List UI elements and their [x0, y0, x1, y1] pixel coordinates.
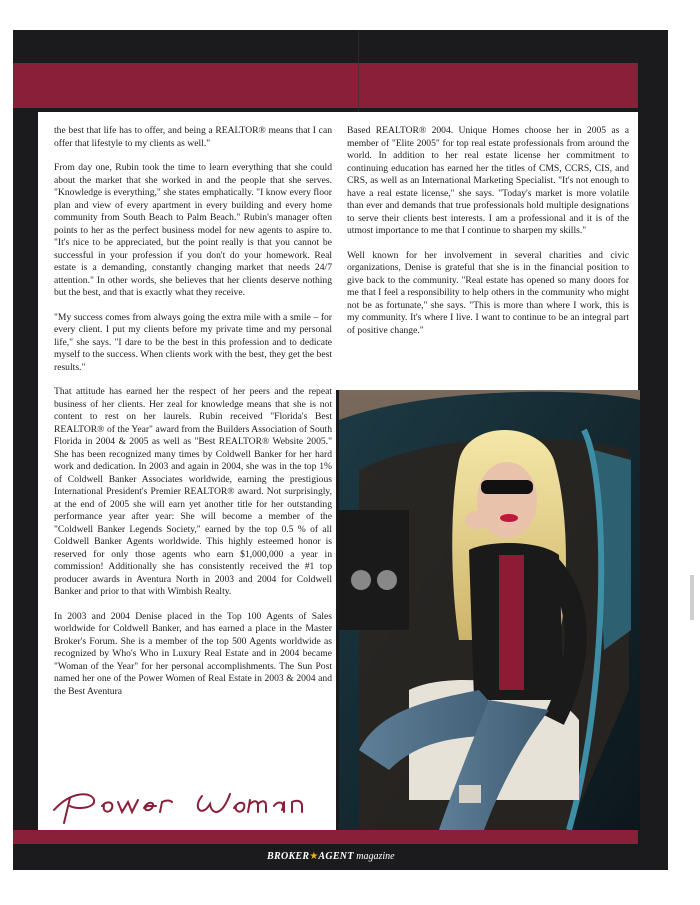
logo-suffix: magazine [356, 851, 395, 862]
boot [459, 785, 481, 803]
right-article-column [347, 125, 629, 349]
article-paragraph: Well known for her involvement in several charities and civic organizations, Denise is grateful that she is in the financial position to give back to the community. "Real estate has opened so many doors for me that I feel a responsibility to help others in the community who might not be as fortunate," she says. "This is more than where I work, this is my community. It's where I live. I want to continue to be an integral part of positive change." [347, 249, 629, 336]
lips [500, 514, 518, 522]
hand [465, 511, 489, 529]
top-accent-stripe [13, 63, 638, 108]
star-icon: ★ [309, 851, 319, 862]
article-paragraph: From day one, Rubin took the time to learn everything that she could about the market that she worked in and the people that she serves. "Knowledge is everything," she states emphatically. "I know every floor plan and view of every apartment in every building and every home community from South Beach to Palm Beach." Rubin's manager often points to her as the perfect business model for new agents to aspire to. "It's nice to be appreciated, but the point really is that you cannot be successful in your profession if you don't do your homework. Real estate is a demanding, constantly changing market that needs 24/7 attention." In other words, she believes that her clients deserve nothing but the best, and that is exactly what they receive. [54, 162, 332, 298]
dashboard [339, 510, 409, 630]
bottom-accent-stripe [13, 830, 638, 844]
scan-artifact [690, 575, 694, 620]
article-paragraph: That attitude has earned her the respect of her peers and the repeat business of her clients. Her zeal for knowledge means that she is not content to rest on her laurels. Rubin received "Florida's Best REALTOR® of the Year" award from the Builders Association of South Florida in 2004 & 2005 as well as "Best REALTOR® Website 2005." She has been recognized many times by Coldwell Banker for her hard work and dedication. In 2003 and again in 2004, she was in the top 1% of Coldwell Banker Associates worldwide, earning the prestigious International President's Premier REALTOR® award. Not surprisingly, at the end of 2005 she will earn yet another title for her outstanding performance year after year: She will become a member of the "Coldwell Banker Legends Society," earned by the top 0.5 % of all Coldwell Banker Agents worldwide. This highly esteemed honor is reserved for only those agents who earn $1,000,000 a year in commission! Additionally she has consistently received the #1 top producer awards in Aventura North in 2003 and 2004 for Coldwell Banker and prior to that with Wimbish Realty. [54, 386, 332, 597]
article-paragraph: In 2003 and 2004 Denise placed in the Top 100 Agents of Sales worldwide for Coldwell Banker, and has earned a place in the Master Broker's Forum. She is a member of the top 500 Agents worldwide as recognized by Who's Who in Luxury Real Estate and in 2004 became "Woman of the Year" for her personal accomplishments. The Sun Post named her one of the Power Women of Real Estate in 2003 & 2004 and the Best Aventura [54, 610, 332, 697]
dashboard-gauge [351, 570, 371, 590]
logo-agent: AGENT [318, 851, 354, 862]
article-paragraph: the best that life has to offer, and being a REALTOR® means that I can offer that lifestyle to my clients as well." [54, 125, 332, 149]
magazine-logo [267, 844, 527, 870]
article-paragraph: "My success comes from always going the extra mile with a smile – for every client. I put my clients before my private time and my personal life," she says. "I dare to be the best in this profession and to dedicate myself to the success. When clients work with the best, they get the best results." [54, 311, 332, 373]
sunglasses [481, 480, 533, 494]
power-woman-signature [52, 778, 322, 828]
corset-lacing [499, 555, 524, 690]
article-paragraph: Based REALTOR® 2004. Unique Homes choose her in 2005 as a member of "Elite 2005" for top real estate professionals from around the world. In addition to her real estate license her commitment to continuing education has earned her the titles of CMS, CCRS, CIS, and CRS, as well as an International Marketing Specialist. "It's not enough to have a real estate license," she says. "Today's market is more volatile than ever and demands that true professionals hold multiple designations to serve their clients best interests. I am a professional and it is of the utmost importance to me that I continue to sharpen my skills." [347, 125, 629, 236]
feature-photo [339, 390, 640, 830]
face [477, 462, 537, 538]
logo-broker: BROKER [267, 851, 310, 862]
dashboard-gauge [377, 570, 397, 590]
left-article-column [54, 125, 332, 710]
